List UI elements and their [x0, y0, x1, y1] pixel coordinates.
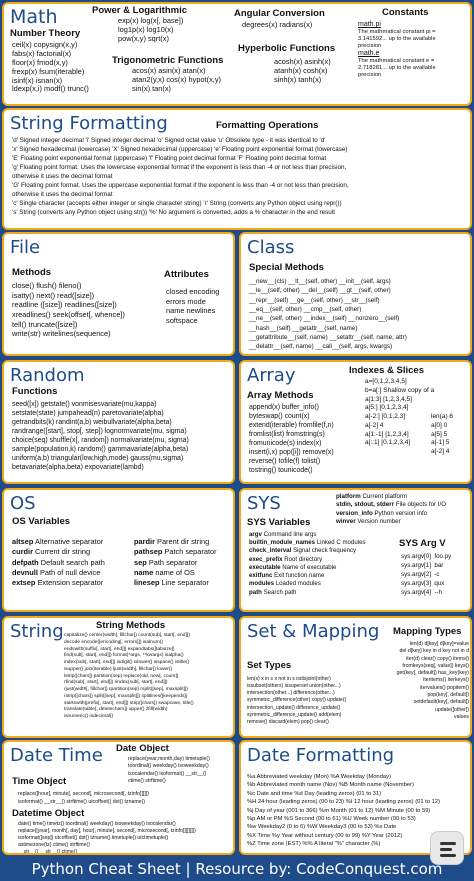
- file-methods-list: close() flush() fileno() isatty() next() read([size]) readline ([size]) readlines([size]) xreadlines() seek(offset[, whence]) tell() truncate([size]) write(str) writelines(sequence): [12, 281, 125, 339]
- date-formatting-title: Date Formatting: [247, 745, 395, 766]
- random-functions-title: Functions: [12, 386, 58, 397]
- time-object-title: Time Object: [12, 776, 67, 787]
- file-title: File: [10, 237, 41, 258]
- date-object-list: replace(year,month,day) timetuple() toordinal() weekday() isoweekday() isocalendar() isoformat() __str__() ctime() strftime(): [128, 756, 210, 784]
- file-panel: [2, 232, 235, 356]
- class-title: Class: [247, 237, 295, 258]
- set-mapping-panel: [239, 616, 472, 738]
- indexes-slices-list: a=[0,1,2,3,4,5] b=a[:] Shallow copy of a a[1:3] [1,2,3,4,5] a[5:] [0,1,2,3,4] a[-2:] [0,1,2,3] a[-2] 4 a[1:-1] [1,2,3,4] a[::1] [0,1,2,3,4]: [365, 378, 435, 447]
- datetime-object-title: Datetime Object: [12, 808, 85, 819]
- random-title: Random: [10, 365, 85, 386]
- date-formatting-list: %a Abbreviated weekday (Mon) %A Weekday (Monday) %b Abbreviated month name (Nov) %B Month name (November) %c Date and time %d Day (leading zeros) (01 to 31) %H 24 hour (leading zeros) (00 to 23) %I 12 hour (leading zeros) (01 to 12) %j Day of year (001 to 366) %m Month (01 to 12) %M Minute (00 to 59) %p AM or PM %S Second (00 to 61) %U Week number (00 to 53) %w Weekday2 (0 to 6) %W Weekday3 (00 to 53) %x Date %X Time %y Year without century (00 to 99) %Y Year (2012) %Z Time zone (EST) %% A literal "%" character (%): [247, 774, 441, 848]
- string-methods-title: String Methods: [96, 620, 166, 631]
- os-title: OS: [10, 493, 36, 514]
- string-formatting-panel: [2, 108, 472, 230]
- array-panel: [239, 360, 472, 484]
- constants-list: math.pi The mathmatical constant pi = 3.141592... up to the available precision math.e The mathmatical constant e = 2.718281... up to the available precision: [358, 21, 436, 78]
- math-panel: [2, 2, 472, 106]
- sys-argv-title: SYS Arg V: [399, 538, 446, 549]
- angular-title: Angular Conversion: [234, 8, 325, 19]
- random-panel: [2, 360, 235, 484]
- math-title: Math: [10, 6, 58, 28]
- special-methods-title: Special Methods: [249, 262, 324, 273]
- os-panel: [2, 488, 235, 612]
- array-methods-title: Array Methods: [247, 390, 314, 401]
- sys-argv-list: sys.argv[0] foo.py sys.argv[1] bar sys.argv[2] -c sys.argv[3] qux sys.argv[4] --h: [401, 553, 452, 596]
- number-theory-list: ceil(x) copysign(x,y) fabs(x) factorial(x) floor(x) fmod(x,y) frexp(x) fsum(iterable) isinf(x) isnan(x) ldexp(x,i) modf() trunc(): [12, 40, 89, 94]
- formatting-operations-title: Formatting Operations: [216, 120, 319, 131]
- number-theory-title: Number Theory: [10, 28, 81, 39]
- datetime-panel: [2, 740, 235, 855]
- power-title: Power & Logarithmic: [92, 5, 188, 16]
- file-attributes-title: Attributes: [164, 269, 209, 280]
- class-panel: [239, 232, 472, 356]
- os-variables-left: altsep Alternative separator curdir Current dir string defpath Default search path devnull Path of null device extsep Extension separator: [12, 537, 105, 588]
- set-types-list: len(s) x in s x not in s isdisjoint(other) issubset(others) issuperset union(other...) intersection(other...) difference(other...) symmetric_difference(other) copy() update() intersection_update() difference_update() symmetric_difference_update() add(elem) remove() discard(elem) pop() clear(): [247, 676, 347, 725]
- indexes-slices-title: Indexes & Slices: [349, 365, 424, 376]
- time-object-list: replace([hour[, minute[, second[, microsecond[, tzinfo]]]]]) isoformat() __str__() strftime() utcoffset() dst() tzname(): [18, 791, 149, 805]
- file-methods-title: Methods: [12, 267, 52, 278]
- array-methods-list: append(x) buffer_info() byteswap() count(x) extend(iterable) fromfile(f,n) fromlist(list) fromstring(s) fromunicode(s) index(x) insert(i,x) pop([i]) remove(x) reverse() tofile(f) tolist() tostring() tounicode(): [249, 404, 334, 474]
- string-panel: [2, 616, 235, 738]
- datetime-object-list: date() time() timetz() toordinal() weekday() isoweekday() isocalendar() replace([year[, month[, day[, hour[, minute[, second[, microsecond[, tzinfo]]]]]]]]) isoformat([sep]) utcoffset() dst() tzname() timetuple() utctimetuple() astimezone(tz) ctime() strftime() __str__() __str__() ctime(): [18, 821, 196, 855]
- constants-title: Constants: [382, 7, 429, 18]
- sys-variables-title: SYS Variables: [247, 517, 311, 528]
- sys-variables-list: argv Command line args builtin_module_names Linked C modules check_interval Signal check frequency exec_prefix Root directory executable Name of executable exitfunc Exit function name modules Loaded modules path Search path: [249, 531, 366, 596]
- special-methods-list: __new__(cls) __lt__(self, other) __init__(self, args) __le__(self, other) __del__(self) __gt__(self, other) __repr__(self) __ge__(self, other) __str__(self) __eq__(self, other) __cmp__(self, other) __ne__(self, other) __index__(self) __nonzero__(self) __hash__(self) __getattr__(self, name) __getattribute__(self, name) __setattr__(self, name, attr) __delattr__(self, name) __call__(self, args, kwargs): [249, 278, 407, 351]
- datetime-title: Date Time: [10, 745, 103, 766]
- mapping-types-list: len(d) d[key] d[key]=value del d[key] key in d key not in d iter(d) clear() copy() items() fromkeys(seq[, value]) keys() get(key[, default]) has_key(key) iteritems() iterkeys() itervalues() popitem() pop(key[, default]) setdefault(key[, default]) update([other]) values: [396, 641, 469, 720]
- hyperbolic-title: Hyperbolic Functions: [238, 43, 336, 54]
- string-formatting-title: String Formatting: [10, 113, 168, 134]
- sys-panel: [239, 488, 472, 612]
- file-attributes-list: closed encoding errors mode name newlines softspace: [166, 287, 220, 325]
- trig-list: acos(x) asin(x) atan(x) atan2(y,x) cos(x) hypot(x,y) sin(x) tan(x): [132, 66, 221, 93]
- mapping-types-title: Mapping Types: [393, 626, 462, 637]
- date-object-title: Date Object: [116, 743, 169, 754]
- set-mapping-title: Set & Mapping: [247, 621, 380, 642]
- os-variables-title: OS Variables: [12, 516, 71, 527]
- set-types-title: Set Types: [247, 660, 292, 671]
- sys-top-list: platform Current platform stdin, stdout, stderr File objects for I/O version_info Python version info winver Version number: [336, 493, 447, 526]
- sys-title: SYS: [247, 493, 281, 514]
- hyperbolic-list: acosh(x) asinh(x) atanh(x) cosh(x) sinh(x) tanh(x): [274, 57, 331, 84]
- trig-title: Trigonometric Functions: [112, 55, 224, 66]
- array-title: Array: [247, 365, 296, 386]
- footer-credit: Python Cheat Sheet | Resource by: CodeConquest.com: [31, 860, 443, 878]
- random-functions-list: seed([x]) getstate() vonmisesvariate(mu,kappa) setstate(state) jumpahead(n) paretovariate(alpha) getrandbits(k) randint(a,b) weibullvariate(alpha,beta) randrange([start], stop[, step]) lognormvariate(mu, sigma) choice(seq) shuffle(x[, random]) normalvariate(mu, sigma) sample(population,k) random() gammavariate(alpha,beta) uniform(a,b) triangular(low,high,mode) gauss(mu,sigma) betavariate(alpha,beta) expovariate(lambd): [12, 401, 189, 471]
- string-methods-list: capitalize() center(width[, fillchar]) count(sub[, start[, end]]) decode encode([encoding[, errors]]) isalnum() endswith(suffix[, start[, end]]) expandtabs([tabsize]) find(sub[, start[, end]]) format(*args, **kwargs) isalpha() index(sub[, start[, end]]) isdigit() islower() isspace() istitle() isupper() join(iterable) ljust(width[, fillchar]) lower() lstrip([chars]) partition(sep) replace(old, new[, count]) rfind(sub[, start[, end]]) rindex(sub[, start[, end]]) rjust(width[, fillchar]) rpartition(sep) rsplit([sep[, maxsplit]]) rstrip([chars]) split([sep[, maxsplit]]) splitlines([keepends]) startswith(prefix[, start[, end]]) strip([chars]) swapcase, title() translate(table[, deletechars]) upper() zfill(width) isnumeric() isdecimal(): [64, 633, 194, 720]
- formatting-operations-list: 'd' Signed integer decimal 'i' Signed integer decimal 'o' Signed octal value 'u' Obsolete type - it was identical to 'd' 'x' Signed hexadecimal (lowercase) 'X' Signed hexadecimal (uppercase) 'e' Floating point exponential format (lowercase) 'E' Floating point exponential format (uppercase) 'f' Floating point decimal format 'F' Floating point decimal format 'g' Floating point format. Uses the lowercase exponential format if the exponent is less than -4 or not less than precision, otherwise it uses the decimal format 'G' Floating point format. Uses the uppercase exponential format if the exponent is less than -4 or not less than precision, otherwise it uses the decimal format 'c' Single character (accepts either integer or single character string) 'r' String (converts any Python object using repr()) 's' String (converts any Python object using str()) '%' No argument is converted, adds a % character in the end result: [12, 137, 349, 216]
- string-title: String: [10, 621, 64, 642]
- power-list: exp(x) log(x[, base]) log1p(x) log10(x) pow(x,y) sqrt(x): [118, 16, 184, 43]
- os-variables-right: pardir Parent dir string pathsep Patch separator sep Path separator name name of OS linesep Line separator: [134, 537, 217, 588]
- array-len-list: len(a) 6 a[0] 0 a[5] 5 a[-1] 5 a[-2] 4: [431, 413, 454, 456]
- angular-list: degrees(x) radians(x): [242, 20, 313, 29]
